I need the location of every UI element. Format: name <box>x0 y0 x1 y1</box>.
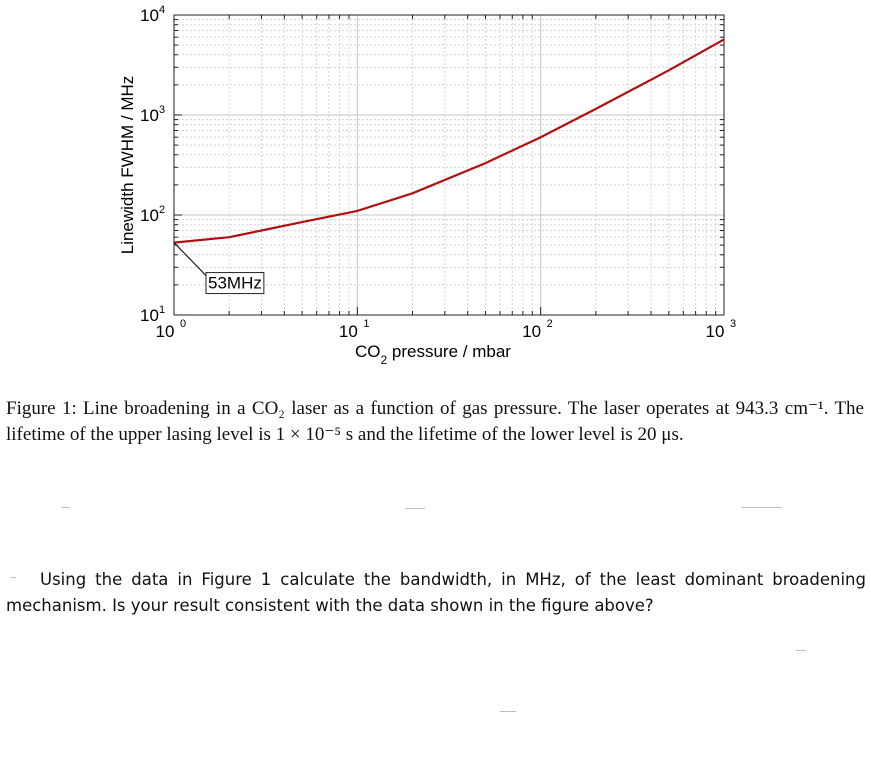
svg-text:10: 10 <box>140 6 159 25</box>
annotation-label: 53MHz <box>208 273 262 293</box>
svg-text:10: 10 <box>338 322 358 341</box>
figure-caption: Figure 1: Line broadening in a CO₂ laser as a function of gas pressure. The laser operates at 943.3 cm⁻¹. The lifetime of the upper lasing level is 1 × 10⁻⁵ s and the lifetime of the lower level is 20 μs. <box>6 398 864 445</box>
linewidth-chart <box>0 0 871 380</box>
x-axis-title: $CO_2$ pressure / mbar <box>355 342 511 367</box>
svg-text:10: 10 <box>155 322 175 341</box>
x-tick-label <box>156 318 187 341</box>
svg-text:10: 10 <box>705 322 725 341</box>
svg-text:0: 0 <box>180 318 187 330</box>
y-tick-label <box>140 104 165 125</box>
plot-frame <box>174 15 724 315</box>
svg-text:2: 2 <box>546 318 553 330</box>
svg-text:1: 1 <box>159 304 166 316</box>
annotation-leader <box>174 243 206 276</box>
svg-text:10: 10 <box>140 306 159 325</box>
chart-grid <box>174 15 724 315</box>
svg-text:10: 10 <box>140 106 159 125</box>
svg-text:4: 4 <box>159 4 166 16</box>
question-text: Using the data in Figure 1 calculate the bandwidth, in MHz, of the least dominant broadening mechanism. Is your result consistent with the data shown in the figure above? <box>6 570 866 615</box>
y-tick-labels <box>140 4 165 325</box>
svg-text:10: 10 <box>522 322 542 341</box>
series-line <box>174 39 724 242</box>
x-tick-label <box>522 318 553 341</box>
y-axis-title: Linewidth FWHM / MHz <box>118 75 137 255</box>
x-tick-label <box>339 318 370 341</box>
svg-text:3: 3 <box>159 104 166 116</box>
svg-text:1: 1 <box>363 318 370 330</box>
y-tick-label <box>140 204 165 225</box>
x-tick-labels <box>156 318 737 341</box>
svg-text:3: 3 <box>730 318 737 330</box>
chart-ticks <box>174 15 724 315</box>
svg-text:10: 10 <box>140 206 159 225</box>
y-tick-label <box>140 4 165 25</box>
svg-text:2: 2 <box>159 204 166 216</box>
x-tick-label <box>706 318 737 341</box>
